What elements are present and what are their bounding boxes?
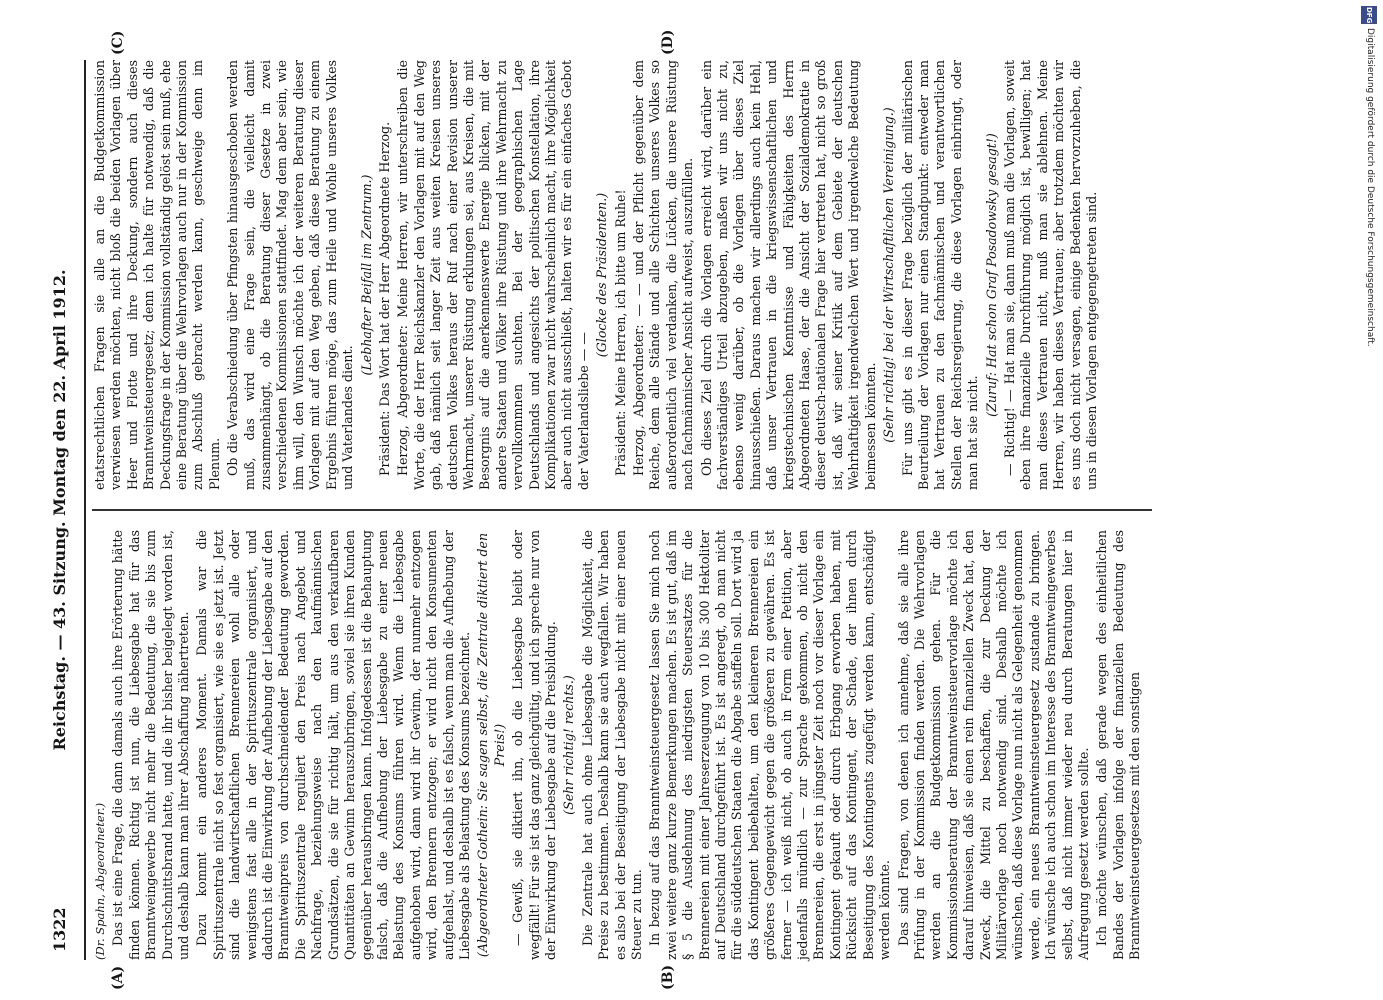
page-number: 1322 xyxy=(50,907,69,952)
paragraph: Ob dieses Ziel durch die Vorlagen erreicht wird, darüber ein fachverständiges Urteil abzugeben, maßen wir uns nicht zu, ebenso wenig darüber, ob die Vorlagen über dieses Ziel hinausschießen. Daraus machen wir allerdings auch kein Hehl, daß unser Vertrauen in die kriegswissenschaftlichen und kriegstechnischen Kenntnisse und Fähigkeiten des Herrn Abgeordneten Haase, der die Ansicht der Sozialdemokratie in dieser deutsch-nationalen Frage hier vertreten hat, nicht so groß ist, daß wir seiner Kritik auf dem Gebiete der deutschen Wehrhaftigkeit irgendwelchen Wert und irgendwelche Bedeutung beimessen könnten. xyxy=(698,60,878,490)
margin-marker-c: (C) xyxy=(110,30,126,55)
right-column xyxy=(92,60,1102,490)
interjection: (Sehr richtig! rechts.) xyxy=(561,675,577,815)
paragraph: Herzog, Abgeordneter: Meine Herren, wir unterschreiben die Worte, die der Herr Reichskanzler den Vorlagen mit auf den Weg gab, daß nämlich seit langer Zeit aus weiten Kreisen unseres deutschen Volkes heraus der Ruf nach einer Revision unserer Wehrmacht, unserer Rüstung erklungen sei, aus Kreisen, die mit Besorgnis auf die anerkennenswerte Energie blicken, mit der andere Staaten und Völker ihre Rüstung und ihre Wehrmacht zu vervollkommnen suchten. Bei der geographischen Lage Deutschlands und angesichts der politischen Konstellation, ihre Komplikationen zwar nicht wahrscheinlich macht, ihre Möglichkeit aber auch nicht ausschließt, halten wir es für ein einfaches Gebot der Vaterlandsliebe — — xyxy=(395,60,591,490)
applause-note: (Lebhafter Beifall im Zentrum.) xyxy=(358,174,374,376)
applause-note: (Sehr richtig! bei der Wirtschaftlichen Vereinigung.) xyxy=(881,107,897,443)
paragraph: Dazu kommt ein anderes Moment. Damals war die Spirituszentrale nicht so fest organisiert, wie sie es jetzt ist. Jetzt sind die landwirtschaftlichen Brennereien wohl alle oder wenigstens fast alle in der Spirituszentrale organisiert, und dadurch ist die Einwirkung der Aufhebung der Liebesgabe auf den Branntweinpreis von durchschneidender Bedeutung geworden. Die Spirituszentrale reguliert den Preis nach Angebot und Nachfrage, beziehungsweise nach den kaufmännischen Grundsätzen, die sie für richtig hält, um aus den verkaufbaren Quantitäten an Gewinn herauszubringen, soviel sie ihren Kunden gegenüber herausbringen kann. Infolgedessen ist die Behauptung falsch, daß die Aufhebung der Liebesgabe zu einer neuen Belastung des Konsums führen wird. Wenn die Liebesgabe aufgehoben wird, dann wird ihr Gewinn, der nunmehr entzogen wird, den Brennern entzogen; er wird nicht den Konsumenten aufgehalst, und deshalb ist es falsch, wenn man die Aufhebung der Liebesgabe als Belastung des Konsums bezeichnet. xyxy=(194,530,472,960)
bell-note: (Glocke des Präsidenten.) xyxy=(594,192,610,358)
scanned-page xyxy=(40,29,1300,990)
margin-marker-d: (D) xyxy=(660,29,676,55)
column-rule xyxy=(92,509,1152,511)
paragraph: Herzog, Abgeordneter: — — und der Pflicht gegenüber dem Reiche, dem alle Stände und alle Schichten unseres Volkes so außerordentlich viel verdanken, die Lücken, die unsere Rüstung nach fachmännischer Ansicht aufweist, auszufüllen. xyxy=(631,60,696,490)
dfg-logo: DFG xyxy=(1361,6,1377,24)
president-statement: Präsident: Das Wort hat der Herr Abgeordnete Herzog. xyxy=(376,121,392,476)
paragraph: etatsrechtlichen Fragen sie alle an die Budgetkommission verwiesen werden möchten, nicht bloß die beiden Vorlagen über Heer und Flotte und ihre Deckung, sondern auch dieses Branntweinsteuergesetz; denn ich halte für notwendig, daß die Deckungsfrage in der Kommission vollständig gelöst sein muß, ehe eine Beratung über die Wehrvorlagen auch nur in der Kommission zum Abschluß gebracht werden kann, geschweige denn im Plenum. xyxy=(92,60,222,490)
speaker-note: (Dr. Spahn, Abgeordneter.) xyxy=(93,802,107,960)
running-title: Reichstag. — 43. Sitzung. Montag den 22. April 1912. xyxy=(50,269,69,751)
paragraph: Ob die Verabschiedung über Pfingsten hinausgeschoben werden muß, das wird eine Frage sein, die vielleicht damit zusammenhängt, ob die Beratung dieser Gesetze in zwei verschiedenen Kommissionen stattfindet. Mag dem aber sein, wie ihm will, den Wunsch möchte ich der weiteren Beratung dieser Vorlagen mit auf den Weg geben, daß diese Beratung zu einem Ergebnis führen möge, das zum Heile und Wohle unseres Volkes und Vaterlandes dient. xyxy=(225,60,356,490)
interjection: (Abgeordneter Gothein: Sie sagen selbst, die Zentrale diktiert den Preis!) xyxy=(475,532,507,958)
paragraph: Das ist eine Frage, die dann damals auch ihre Erörterung hätte finden können. Richtig ist nun, die Liebesgabe hat für das Branntweingewerbe nicht mehr die Bedeutung, die sie bis zum Durchschnittsbrand hatte, und die ihr bisher beigelegt worden ist, und deshalb kann man ihrer Abschaffung nähertreten. xyxy=(110,530,192,960)
paragraph: Für uns gibt es in dieser Frage bezüglich der militärischen Beurteilung der Vorlagen nur einen Standpunkt: entweder man hat Vertrauen zu den fachmännischen und verantwortlichen Stellen der Reichsregierung, die diese Vorlagen einbringt, oder man hat sie nicht. xyxy=(899,60,981,490)
paragraph: — Richtig! — Hat man sie, dann muß man die Vorlagen, soweit eben ihre finanzielle Durchführung möglich ist, bewilligen; hat man dieses Vertrauen nicht, muß man sie ablehnen. Meine Herren, wir haben dieses Vertrauen; aber trotzdem möchten wir es uns doch nicht versagen, einige Bedenken hervorzuheben, die uns in diesen Vorlagen entgegengetreten sind. xyxy=(1001,60,1099,490)
header-rule xyxy=(84,60,86,960)
margin-marker-b: (B) xyxy=(660,964,676,990)
paragraph: Das sind Fragen, von denen ich annehme, daß sie alle ihre Prüfung in der Kommission finden werden. Die Wehrvorlagen werden an die Budgetkommission gehen. Für die Kommissionsberatung der Branntweinsteuervorlage möchte ich darauf hinweisen, daß sie einen rein finanziellen Zweck hat, den Zweck, die Mittel zu beschaffen, die zur Deckung der Militärvorlage noch notwendig sind. Deshalb möchte ich wünschen, daß diese Vorlage nun nicht als Gelegenheit genommen werde, ein neues Branntweinsteuergesetz zustande zu bringen. Ich wünsche ich auch schon im Interesse des Branntweingewerbes selbst, daß nicht immer wieder neu durch Beratungen hier in Aufregung gesetzt werden sollte. xyxy=(895,530,1091,960)
paragraph: Ich möchte wünschen, daß gerade wegen des einheitlichen Bandes der Vorlagen infolge der finanziellen Bedeutung des Branntweinsteuergesetzes mit den sonstigen xyxy=(1094,530,1143,960)
page-header xyxy=(40,60,84,960)
margin-marker-a: (A) xyxy=(110,965,126,990)
paragraph: Die Zentrale hat auch ohne Liebesgabe die Möglichkeit, die Preise zu bestimmen. Deshalb kann sie auch wegfallen. Wir haben es also bei der Beseitigung der Liebesgabe nicht mit einer neuen Steuer zu tun. xyxy=(579,530,644,960)
digitization-credit: Digitalisierung gefördert durch die Deutsche Forschungsgemeinschaft. xyxy=(1365,28,1375,347)
left-column xyxy=(92,530,1146,960)
interjection: (Zuruf: Hat schon Graf Posadowsky gesagt!) xyxy=(983,133,999,417)
paragraph: — Gewiß, sie diktiert ihn, ob die Liebesgabe bleibt oder wegfällt! Für sie ist das ganz gleichgültig, und ich spreche nur von der Einwirkung der Liebesgabe auf die Preisbildung. xyxy=(510,530,558,960)
paragraph: In bezug auf das Branntweinsteuergesetz lassen Sie mich noch zwei weitere ganz kurze Bemerkungen machen. Es ist gut, daß im § 5 die Ausdehnung des niedrigsten Steuersatzes für die Brennereien mit einer Jahreserzeugung von 10 bis 300 Hektoliter auf Deutschland durchgeführt ist. Es ist angeregt, ob man nicht für die süddeutschen Staaten die Abgabe staffeln soll. Dort wird ja das Kontingent beibehalten, um den kleineren Brennereien ein größeres Gegengewicht gegen die größeren zu gewähren. Es ist ferner — ich weiß nicht, ob auch in Form einer Petition, aber jedenfalls mündlich — zur Sprache gekommen, ob nicht den Brennereien, die erst in jüngster Zeit noch vor dieser Vorlage ein Kontingent gekauft oder durch Erbgang erworben haben, mit Rücksicht auf das Kontingent, der Schade, der ihnen durch Beseitigung des Kontingents zugefügt werden kann, entschädigt werden könnte. xyxy=(647,530,893,960)
president-statement: Präsident: Meine Herren, ich bitte um Ruhe! xyxy=(612,189,628,476)
